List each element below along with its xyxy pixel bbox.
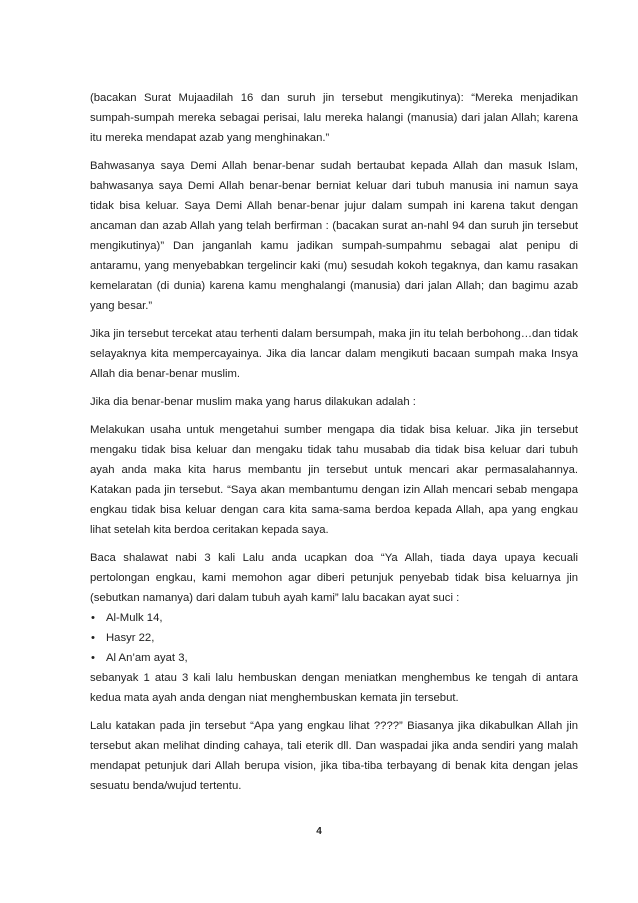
document-body bbox=[90, 88, 578, 804]
bullet-icon: • bbox=[91, 632, 95, 644]
ayat-item-label: Hasyr 22, bbox=[106, 632, 155, 644]
paragraph-oath: Bahwasanya saya Demi Allah benar-benar sudah bertaubat kepada Allah dan masuk Islam, bahwasanya saya Demi Allah benar-benar berniat keluar dari tubuh manusia ini namun saya tidak bisa keluar. Saya Demi Allah benar-benar jujur dalam sumpah ini karena takut dengan ancaman dan azab Allah yang telah berfirman : (bacakan surat an-nahl 94 dan suruh jin tersebut mengikutinya)” Dan janganlah kamu jadikan sumpah-sumpahmu sebagai alat penipu di antaramu, yang menyebabkan tergelincir kaki (mu) sesudah kokoh tegaknya, dan kamu rasakan kemelaratan (di dunia) karena kamu menghalangi (manusia) dari jalan Allah; dan bagimu azab yang besar.” bbox=[90, 160, 578, 312]
paragraph-lying-check: Jika jin tersebut tercekat atau terhenti dalam bersumpah, maka jin itu telah berbohong…dan tidak selayaknya kita mempercayainya. Jika dia lancar dalam mengikuti bacaan sumpah maka Insya Allah dia benar-benar muslim. bbox=[90, 328, 578, 380]
ayat-list bbox=[90, 608, 578, 668]
paragraph-mujaadilah: (bacakan Surat Mujaadilah 16 dan suruh jin tersebut mengikutinya): “Mereka menjadikan sumpah-sumpah mereka sebagai perisai, lalu mereka halangi (manusia) dari jalan Allah; karena itu mereka mendapat azab yang menghinakan.” bbox=[90, 92, 578, 144]
page-number: 4 bbox=[316, 826, 322, 837]
ayat-item-label: Al-Mulk 14, bbox=[106, 612, 163, 624]
paragraph-if-muslim: Jika dia benar-benar muslim maka yang harus dilakukan adalah : bbox=[90, 396, 416, 408]
ayat-item-label: Al An’am ayat 3, bbox=[106, 652, 188, 664]
bullet-icon: • bbox=[91, 612, 95, 624]
list-item bbox=[90, 628, 578, 648]
list-item bbox=[90, 608, 578, 628]
paragraph-blow: sebanyak 1 atau 3 kali lalu hembuskan dengan meniatkan menghembus ke tengah di antara kedua mata ayah anda dengan niat menghembuskan kemata jin tersebut. bbox=[90, 672, 578, 704]
paragraph-ask-jin: Lalu katakan pada jin tersebut “Apa yang engkau lihat ????” Biasanya jika dikabulkan Allah jin tersebut akan melihat dinding cahaya, tali eterik dll. Dan waspadai jika anda sendiri yang malah mendapat petunjuk dari Allah berupa vision, jika tiba-tiba terbayang di benak kita dengan jelas sesuatu benda/wujud tertentu. bbox=[90, 720, 578, 792]
paragraph-find-source: Melakukan usaha untuk mengetahui sumber mengapa dia tidak bisa keluar. Jika jin tersebut mengaku tidak bisa keluar dan mengaku tidak tahu musabab dia tidak bisa keluar dari tubuh ayah anda maka kita harus membantu jin tersebut untuk mencari akar permasalahannya. Katakan pada jin tersebut. “Saya akan membantumu dengan izin Allah mencari sebab mengapa engkau tidak bisa keluar dengan cara kita sama-sama berdoa kepada Allah, apa yang engkau lihat setelah kita berdoa ceritakan kepada saya. bbox=[90, 424, 578, 536]
paragraph-shalawat: Baca shalawat nabi 3 kali Lalu anda ucapkan doa “Ya Allah, tiada daya upaya kecuali pertolongan engkau, kami memohon agar diberi petunjuk penyebab tidak bisa keluarnya jin (sebutkan namanya) dari dalam tubuh ayah kami” lalu bacakan ayat suci : bbox=[90, 552, 578, 604]
bullet-icon: • bbox=[91, 652, 95, 664]
list-item bbox=[90, 648, 578, 668]
